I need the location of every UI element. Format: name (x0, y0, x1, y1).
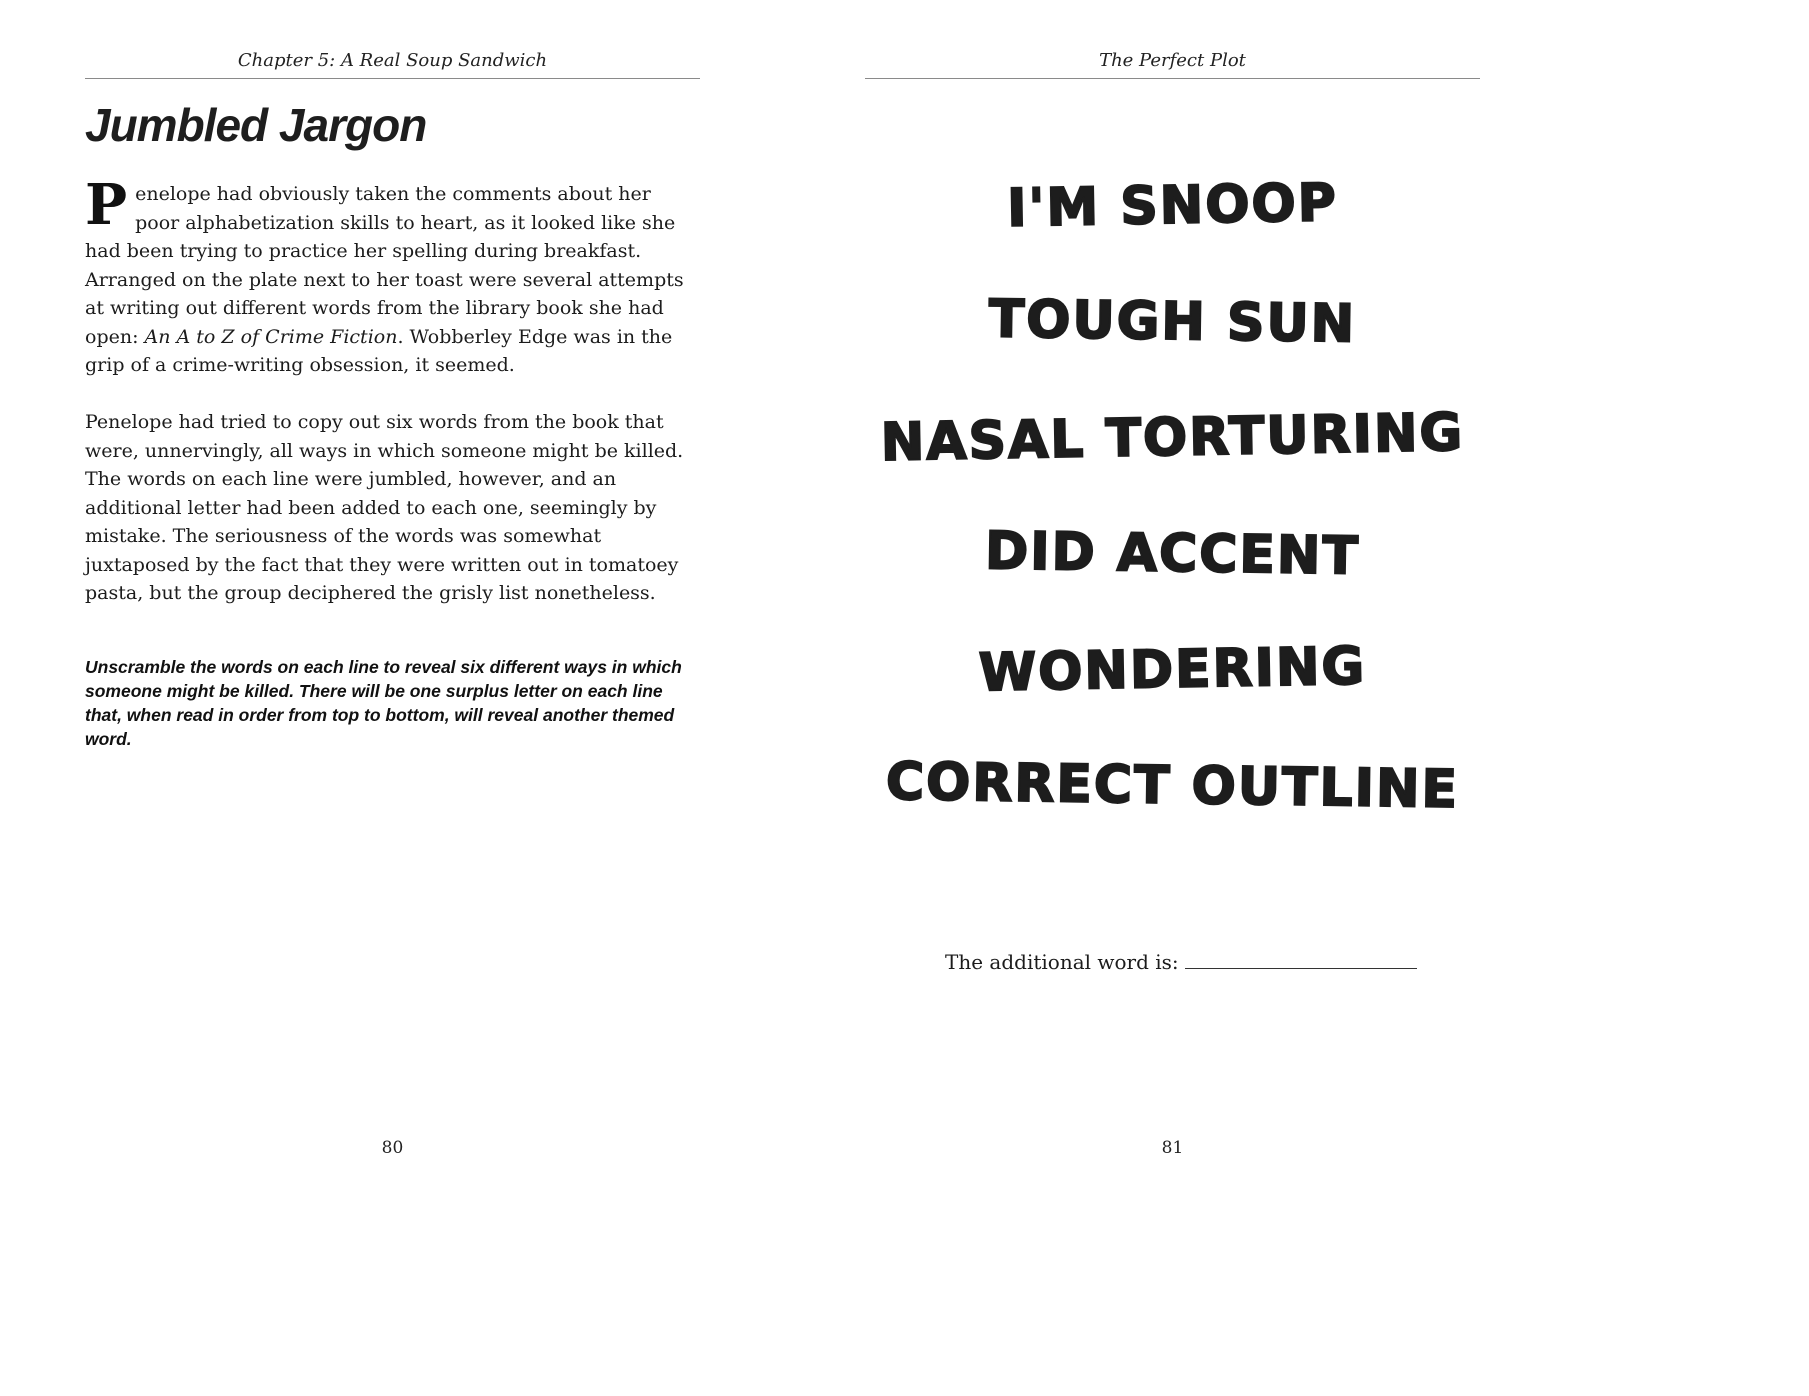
paragraph-1 (85, 172, 697, 380)
running-header-right: The Perfect Plot (1099, 50, 1246, 71)
answer-blank-line (1185, 950, 1417, 969)
paragraph-1-text-after: . Wobberley Edge was in the grip of a crime-writing obsession, it seemed. (85, 325, 673, 376)
puzzle-instructions: Unscramble the words on each line to reveal six different ways in which someone might be killed. There will be one surplus letter on each line that, when read in order from top to bottom, will reveal another themed word. (85, 657, 682, 749)
header-rule-left (85, 78, 700, 79)
puzzle-word-3: NASAL TORTURING (880, 402, 1465, 474)
drop-cap: P (85, 172, 128, 238)
puzzle-word-5: WONDERING (978, 636, 1367, 704)
puzzle-word-list (865, 173, 1480, 874)
header-rule-right (865, 78, 1480, 79)
right-page (865, 0, 1480, 1396)
answer-row (945, 950, 1417, 974)
paragraph-2: Penelope had tried to copy out six words from the book that were, unnervingly, all ways in which someone might be killed. The words on each line were jumbled, however, and an additional letter had been added to each one, seemingly by mistake. The seriousness of the words was somewhat juxtaposed by the fact that they were written out in tomatoey pasta, but the group deciphered the grisly list nonetheless. (85, 411, 684, 604)
puzzle-word-6: CORRECT OUTLINE (885, 752, 1460, 820)
puzzle-word-4: DID ACCENT (984, 521, 1361, 587)
puzzle-word-2: TOUGH SUN (988, 289, 1357, 355)
paragraph-1-text: enelope had obviously taken the comments about her poor alphabetization skills to heart, as it looked like she had been trying to practice her spelling during breakfast. Arranged on the plate next to her toast were several attempts at writing out different words from the library book she had open: (85, 183, 684, 348)
puzzle-word-1: I'M SNOOP (1006, 173, 1339, 239)
answer-prompt: The additional word is: (945, 950, 1179, 974)
left-page (85, 0, 700, 1396)
running-header-left: Chapter 5: A Real Soup Sandwich (237, 50, 548, 71)
page-number-right: 81 (1161, 1138, 1184, 1158)
page-number-left: 80 (381, 1138, 404, 1158)
book-title-italic: An A to Z of Crime Fiction (144, 325, 398, 348)
page-title: Jumbled Jargon (85, 99, 427, 151)
